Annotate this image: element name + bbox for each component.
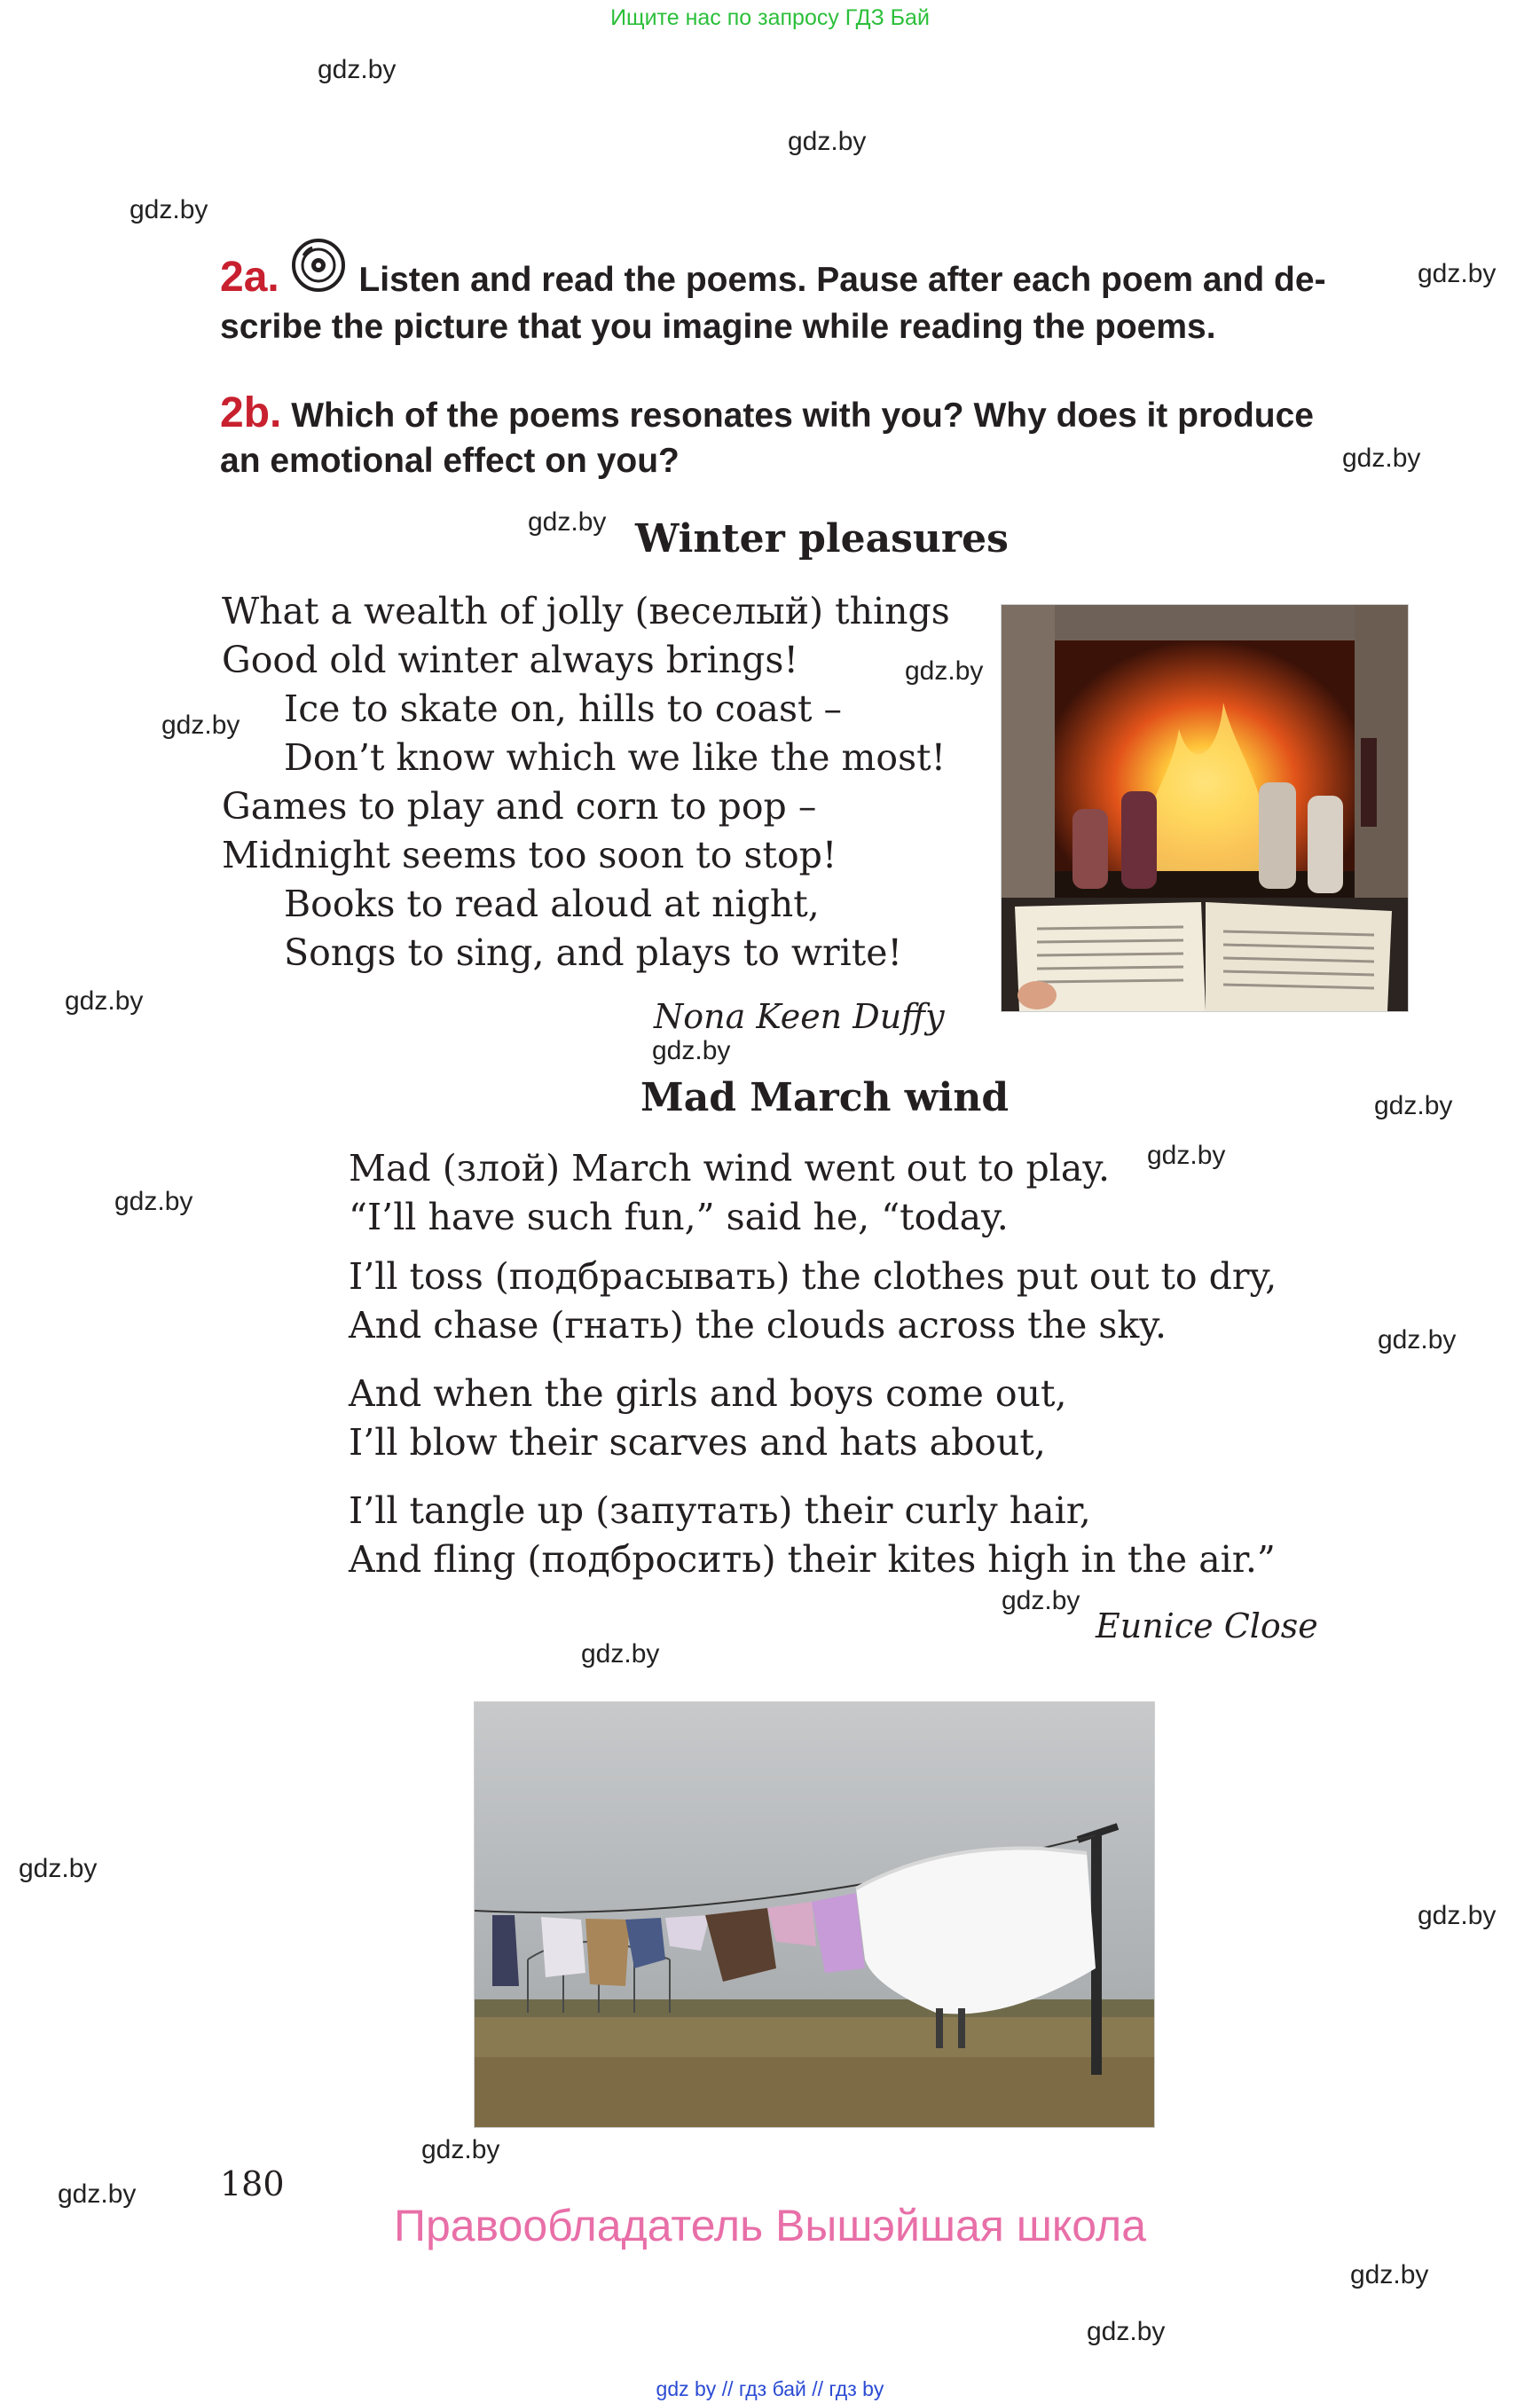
watermark: gdz.by <box>788 127 867 156</box>
verse-line: Ice to skate on, hills to coast – <box>284 687 843 730</box>
task-number: 2a. <box>220 254 279 301</box>
poem-author: Nona Keen Duffy <box>654 997 945 1036</box>
page-number: 180 <box>220 2164 285 2203</box>
verse-line: “I’ll have such fun,” said he, “today. <box>349 1196 1009 1238</box>
task-2b <box>220 390 1426 483</box>
watermark: gdz.by <box>1418 259 1497 288</box>
verse-line: And fling (подбросить) their kites high in the air.” <box>349 1538 1276 1581</box>
watermark: gdz.by <box>905 656 984 686</box>
watermark: gdz.by <box>528 507 607 537</box>
task-text: an emotional effect on you? <box>220 442 680 480</box>
verse-line: Songs to sing, and plays to write! <box>284 931 902 974</box>
poem-title: Winter pleasures <box>635 516 1009 561</box>
watermark: gdz.by <box>1418 1901 1497 1930</box>
poem-body <box>349 1144 1277 1584</box>
watermark: gdz.by <box>1342 444 1421 473</box>
poem-body <box>222 587 950 978</box>
fireplace-photo <box>1001 604 1409 1012</box>
verse-line: I’ll toss (подбрасывать) the clothes put out to dry, <box>349 1255 1277 1298</box>
task-text: Listen and read the poems. Pause after each poem and de- <box>358 261 1326 299</box>
verse-line: What a wealth of jolly (веселый) things <box>222 590 950 632</box>
verse-line: Good old winter always brings! <box>222 639 798 681</box>
watermark: gdz.by <box>1374 1091 1453 1120</box>
watermark: gdz.by <box>58 2179 137 2209</box>
verse-line: Don’t know which we like the most! <box>284 736 947 779</box>
verse-line: And when the girls and boys come out, <box>349 1372 1067 1415</box>
verse-line: Midnight seems too soon to stop! <box>222 834 837 876</box>
copyright-notice: Правообладатель Вышэйшая школа <box>394 2201 1146 2250</box>
task-text: Which of the poems resonates with you? Why does it produce <box>291 397 1314 435</box>
verse-line: I’ll blow their scarves and hats about, <box>349 1421 1046 1464</box>
watermark: gdz.by <box>1350 2260 1429 2289</box>
watermark: gdz.by <box>581 1639 660 1669</box>
watermark: gdz.by <box>19 1854 98 1883</box>
watermark: gdz.by <box>1087 2317 1166 2346</box>
watermark: gdz.by <box>652 1036 731 1065</box>
poem-author: Eunice Close <box>1096 1606 1318 1645</box>
verse-line: Books to read aloud at night, <box>284 883 820 925</box>
verse-line: I’ll tangle up (запутать) their curly hair, <box>349 1489 1091 1532</box>
watermark: gdz.by <box>1147 1141 1226 1170</box>
watermark: gdz.by <box>1002 1586 1080 1615</box>
watermark: gdz.by <box>114 1187 193 1216</box>
footer-links[interactable]: gdz by // гдз бай // гдз by <box>656 2377 884 2400</box>
verse-line: Games to play and corn to pop – <box>222 785 817 828</box>
audio-disc-icon[interactable] <box>291 238 346 304</box>
verse-line: Mad (злой) March wind went out to play. <box>349 1147 1111 1190</box>
watermark: gdz.by <box>1378 1325 1457 1355</box>
watermark: gdz.by <box>421 2135 500 2164</box>
watermark: gdz.by <box>318 55 397 84</box>
watermark: gdz.by <box>161 711 240 740</box>
task-text: scribe the picture that you imagine while reading the poems. <box>220 308 1216 346</box>
clothesline-photo <box>474 1701 1155 2128</box>
watermark: gdz.by <box>130 195 208 224</box>
task-2a <box>220 238 1426 349</box>
top-banner: Ищите нас по запросу ГДЗ Бай <box>610 5 930 30</box>
poem-title: Mad March wind <box>640 1075 1010 1120</box>
task-number: 2b. <box>220 389 282 436</box>
verse-line: And chase (гнать) the clouds across the sky. <box>349 1304 1167 1347</box>
watermark: gdz.by <box>65 986 144 1016</box>
